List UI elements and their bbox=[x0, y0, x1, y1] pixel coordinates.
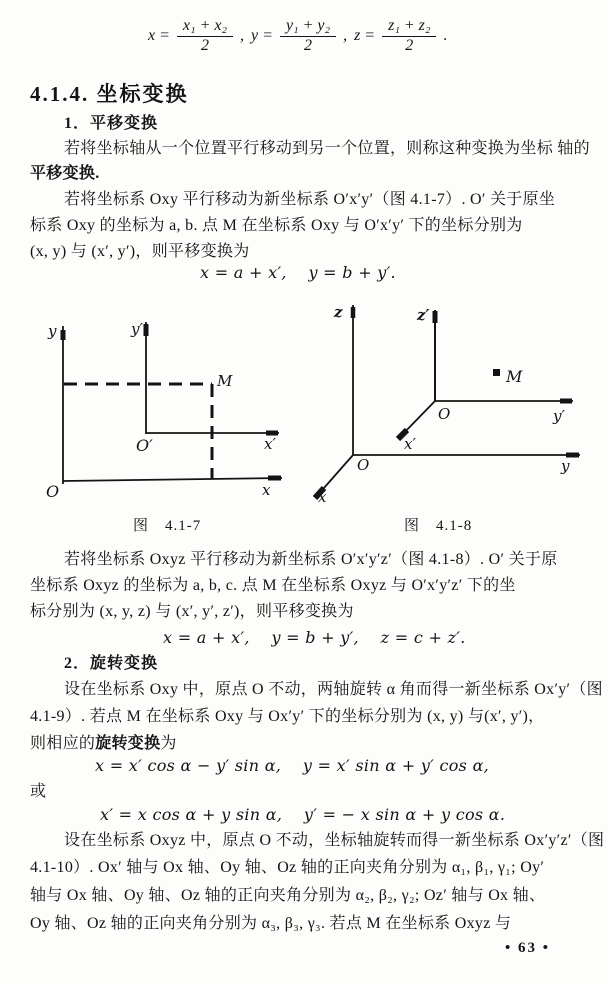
formula-z-lhs: z = bbox=[354, 27, 376, 45]
paragraph-text: 为 bbox=[160, 735, 177, 752]
paragraph-line: 若将坐标系 Oxyz 平行移动为新坐标系 O′x′y′z′（图 4.1-8）. O′ 关于原 bbox=[64, 551, 558, 568]
formula-x-lhs: x = bbox=[148, 27, 170, 45]
x-axis bbox=[63, 478, 282, 481]
figure-3d-caption: 图 4.1-8 bbox=[404, 518, 473, 534]
x-prime-axis-label: x′ bbox=[264, 435, 276, 453]
rotation-formula-forward: x = x′ cos α − y′ sin α, y = x′ sin α + y′ cos α, bbox=[95, 756, 490, 775]
or-word: 或 bbox=[30, 783, 47, 800]
paragraph-line: 坐标系 Oxyz 的坐标为 a, b, c. 点 M 在坐标系 Oxyz 与 O′x′y′z′ 下的坐 bbox=[30, 577, 516, 594]
subheading-rotation: 2．旋转变换 bbox=[64, 655, 159, 672]
x-axis-label: x bbox=[318, 488, 327, 506]
z-axis-label: z bbox=[334, 303, 343, 321]
y-prime-axis-label: y′ bbox=[553, 407, 565, 425]
fraction-y-numerator: y₁ + y₂ bbox=[280, 18, 336, 37]
fraction-y-denominator: 2 bbox=[304, 36, 312, 54]
section-heading: 4.1.4. 坐标变换 bbox=[30, 82, 189, 106]
paragraph-text: 则相应的 bbox=[30, 735, 96, 752]
fraction-z bbox=[382, 18, 436, 55]
fraction-x-numerator: x₁ + x₂ bbox=[177, 18, 233, 37]
paragraph-line: 若将坐标轴从一个位置平行移动到另一个位置，则称这种变换为坐标 轴的 bbox=[64, 140, 590, 157]
point-m-label: M bbox=[217, 372, 233, 390]
z-prime-axis-label: z′ bbox=[417, 306, 430, 324]
paragraph-line: 设在坐标系 Oxy 中，原点 O 不动，两轴旋转 α 角而得一新坐标系 Ox′y′（图 bbox=[64, 681, 603, 698]
origin-outer-label: O bbox=[357, 456, 370, 474]
figure-3d-translation bbox=[303, 298, 593, 512]
y-axis-label: y bbox=[561, 457, 570, 475]
bold-term-rotation: 旋转变换 bbox=[95, 735, 161, 752]
fraction-y bbox=[280, 18, 336, 55]
paragraph-line: 轴与 Ox 轴、Oy 轴、Oz 轴的正向夹角分别为 α₂, β₂, γ₂; Oz′ 轴与 Ox 轴、 bbox=[30, 887, 546, 904]
midpoint-formula bbox=[148, 18, 447, 55]
paragraph-line: Oy 轴、Oz 轴的正向夹角分别为 α₃, β₃, γ₃. 若点 M 在坐标系 Oxyz 与 bbox=[30, 915, 512, 932]
formula-period: . bbox=[443, 27, 448, 45]
origin-prime-label: O′ bbox=[136, 436, 153, 455]
origin-label: O bbox=[46, 482, 60, 501]
x-axis-label: x bbox=[262, 481, 271, 499]
paragraph-line: 若将坐标系 Oxy 平行移动为新坐标系 O′x′y′（图 4.1-7）. O′ 关于原坐 bbox=[64, 191, 556, 208]
origin-inner-label: O bbox=[438, 405, 451, 423]
paragraph-line: 设在坐标系 Oxyz 中，原点 O 不动，坐标轴旋转而得一新坐标系 Ox′y′z′（图 bbox=[64, 832, 605, 849]
y-axis-label: y bbox=[48, 322, 57, 340]
point-m-label: M bbox=[506, 367, 523, 386]
fraction-x bbox=[177, 18, 233, 55]
translation-formula-2d: x = a + x′, y = b + y′. bbox=[200, 263, 396, 282]
point-m-marker bbox=[493, 369, 500, 376]
fraction-z-numerator: z₁ + z₂ bbox=[382, 18, 436, 37]
paragraph-line: 4.1-9）. 若点 M 在坐标系 Oxy 与 Ox′y′ 下的坐标分别为 (x, y) 与(x′, y′)， bbox=[30, 708, 545, 725]
paragraph-line: 标系 Oxy 的坐标为 a, b. 点 M 在坐标系 Oxy 与 O′x′y′ 下的坐标分别为 bbox=[30, 217, 523, 234]
subheading-translation: 1．平移变换 bbox=[64, 115, 159, 132]
fraction-x-denominator: 2 bbox=[200, 36, 209, 54]
rotation-formula-inverse: x′ = x cos α + y sin α, y′ = − x sin α + y cos α. bbox=[100, 805, 506, 824]
translation-formula-3d: x = a + x′, y = b + y′, z = c + z′. bbox=[163, 628, 466, 647]
paragraph-line: 4.1-10）. Ox′ 轴与 Ox 轴、Oy 轴、Oz 轴的正向夹角分别为 α₁, β₁, γ₁; Oy′ bbox=[30, 859, 545, 876]
paragraph-line: 标分别为 (x, y, z) 与 (x′, y′, z′)，则平移变换为 bbox=[30, 603, 354, 620]
paragraph-line: (x, y) 与 (x′, y′)，则平移变换为 bbox=[30, 243, 250, 260]
figure-2d-caption: 图 4.1-7 bbox=[133, 518, 202, 534]
fraction-z-denominator: 2 bbox=[405, 36, 414, 54]
paragraph-line-bold-term: 平移变换. bbox=[30, 165, 100, 182]
figure-2d-translation bbox=[38, 312, 290, 502]
formula-y-lhs: y = bbox=[251, 27, 273, 45]
formula-comma: , bbox=[343, 27, 348, 45]
x-prime-axis-label: x′ bbox=[404, 435, 416, 453]
y-prime-axis-label: y′ bbox=[131, 320, 143, 338]
paragraph-line bbox=[30, 734, 177, 754]
formula-comma: , bbox=[240, 27, 245, 45]
page-number: • 63 • bbox=[505, 940, 551, 956]
